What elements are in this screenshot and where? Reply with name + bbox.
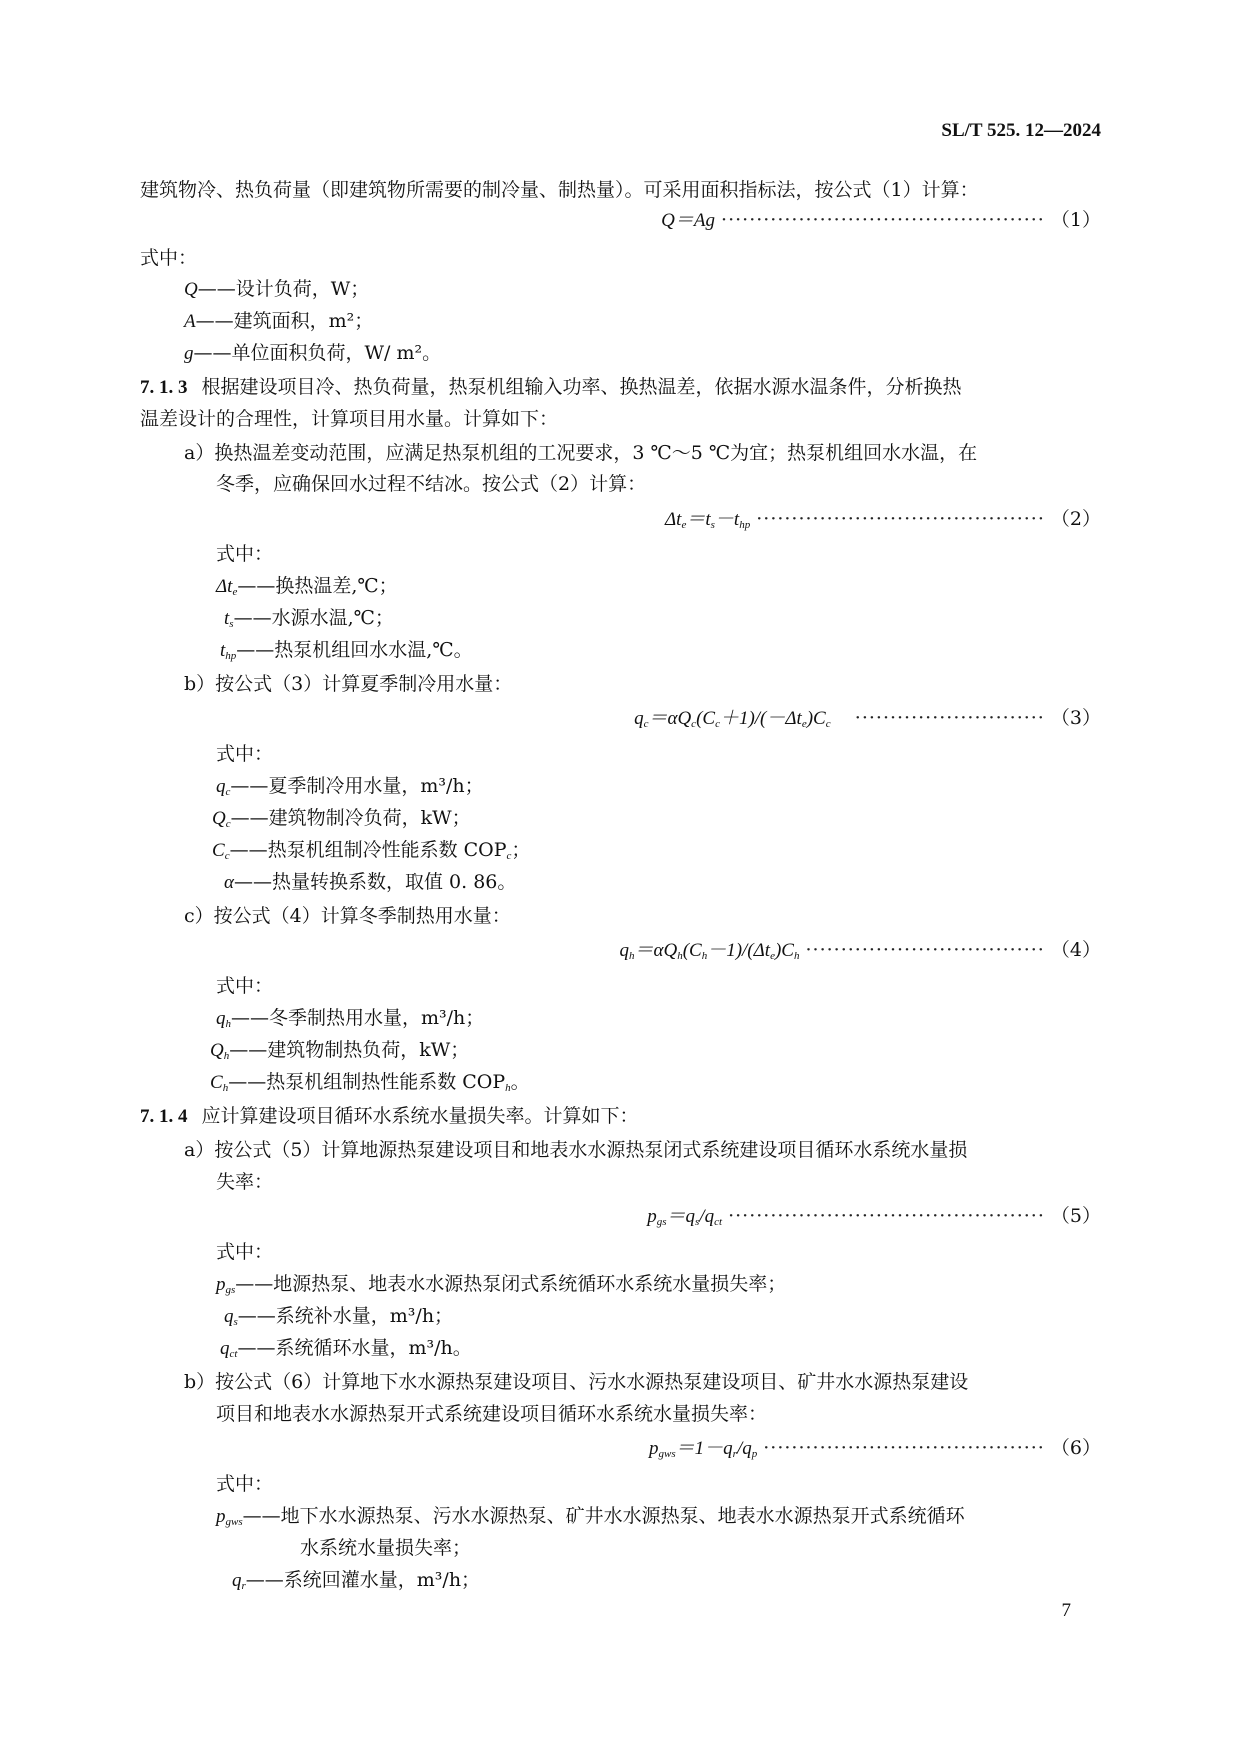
- variable-definition: $\Delta t_e——$换热温差,℃；: [216, 575, 398, 598]
- variable-definition: $q_{ct}——$系统循环水量，m³/h。: [220, 1337, 472, 1360]
- variable-definition: $p_{gs}——$地源热泵、地表水水源热泵闭式系统循环水系统水量损失率；: [216, 1273, 787, 1296]
- clause-7-1-3: 7. 1. 3 根据建设项目冷、热负荷量，热泵机组输入功率、换热温差，依据水源水温条件，分析换热: [140, 376, 962, 398]
- list-item-a-cont: 冬季，应确保回水过程不结冰。按公式（2）计算：: [216, 473, 647, 495]
- variable-definition: $q_c——$夏季制冷用水量，m³/h；: [216, 775, 484, 798]
- clause-number: 7. 1. 3: [140, 377, 188, 398]
- list-item-a2: a）按公式（5）计算地源热泵建设项目和地表水水源热泵闭式系统建设项目循环水系统水量损: [184, 1139, 968, 1161]
- equation-5: $p_{gs}=q_s/q_{ct}$ ············································· （5）: [647, 1205, 1101, 1228]
- variable-definition: $Q_c——$建筑物制冷负荷，kW；: [212, 807, 471, 830]
- clause-7-1-4: 7. 1. 4 应计算建设项目循环水系统水量损失率。计算如下：: [140, 1105, 639, 1127]
- variable-definition: g——单位面积负荷，W/ m²。: [184, 342, 442, 364]
- list-item-c: c）按公式（4）计算冬季制热用水量：: [184, 905, 511, 927]
- equation-2: $\Delta t_e=t_s-t_{hp}$ ········································· （2）: [665, 508, 1101, 531]
- where-label: 式中：: [216, 1473, 274, 1495]
- page-number: 7: [1061, 1600, 1071, 1621]
- variable-definition: $C_c——$热泵机组制冷性能系数 $COP_c$；: [212, 839, 531, 862]
- variable-definition: $q_r——$系统回灌水量，m³/h；: [232, 1569, 481, 1592]
- variable-definition: $p_{gws}——$地下水水源热泵、污水水源热泵、矿井水水源热泵、地表水水源热泵开式系统循环: [216, 1505, 965, 1528]
- variable-definition: A——建筑面积，m²；: [184, 310, 374, 332]
- equation-number: （1）: [1050, 209, 1101, 231]
- where-label: 式中：: [216, 743, 274, 765]
- leader-dots: ··············································: [721, 209, 1045, 231]
- where-label: 式中：: [216, 543, 274, 565]
- equation-1-formula: Q＝Ag: [661, 210, 715, 231]
- variable-definition: α——热量转换系数，取值 0. 86。: [224, 871, 517, 893]
- variable-definition: $q_h——$冬季制热用水量，m³/h；: [216, 1007, 485, 1030]
- variable-definition-cont: 水系统水量损失率；: [300, 1537, 472, 1559]
- equation-3: $q_c=\alpha Q_c(C_c+1)/(-\Delta t_e)C_c$ ··························· （3）: [634, 707, 1101, 730]
- variable-definition: $t_s——$水源水温,℃；: [224, 607, 394, 630]
- clause-number: 7. 1. 4: [140, 1106, 188, 1127]
- list-item-b2: b）按公式（6）计算地下水水源热泵建设项目、污水水源热泵建设项目、矿井水水源热泵建设: [184, 1371, 969, 1393]
- list-item-b: b）按公式（3）计算夏季制冷用水量：: [184, 673, 513, 695]
- variable-definition: $Q_h——$建筑物制热负荷，kW；: [210, 1039, 470, 1062]
- clause-7-1-3-cont: 温差设计的合理性，计算项目用水量。计算如下：: [140, 408, 559, 430]
- list-item-b2-cont: 项目和地表水水源热泵开式系统建设项目循环水系统水量损失率：: [216, 1403, 768, 1425]
- where-label: 式中：: [216, 975, 274, 997]
- list-item-a: a）换热温差变动范围，应满足热泵机组的工况要求，3 ℃～5 ℃为宜；热泵机组回水水温，在: [184, 442, 978, 464]
- equation-4: $q_h=\alpha Q_h(C_h-1)/(\Delta t_e)C_h$ ·································· （4）: [619, 939, 1101, 962]
- intro-line: 建筑物冷、热负荷量（即建筑物所需要的制冷量、制热量）。可采用面积指标法，按公式（1）计算：: [140, 179, 979, 201]
- variable-definition: $t_{hp}——$热泵机组回水水温,℃。: [220, 639, 473, 662]
- standard-number: SL/T 525. 12—2024: [941, 120, 1101, 141]
- variable-definition: $C_h——$热泵机组制热性能系数 $COP_h$。: [210, 1071, 530, 1094]
- where-label: 式中：: [216, 1241, 274, 1263]
- equation-6: $p_{gws}=1-q_r/q_p$ ········································ （6）: [649, 1437, 1101, 1460]
- where-label: 式中：: [140, 247, 198, 269]
- equation-1: [661, 206, 1101, 235]
- variable-definition: $q_s——$系统补水量，m³/h；: [224, 1305, 454, 1328]
- variable-definition: Q——设计负荷，W；: [184, 278, 370, 300]
- list-item-a2-cont: 失率：: [216, 1171, 274, 1193]
